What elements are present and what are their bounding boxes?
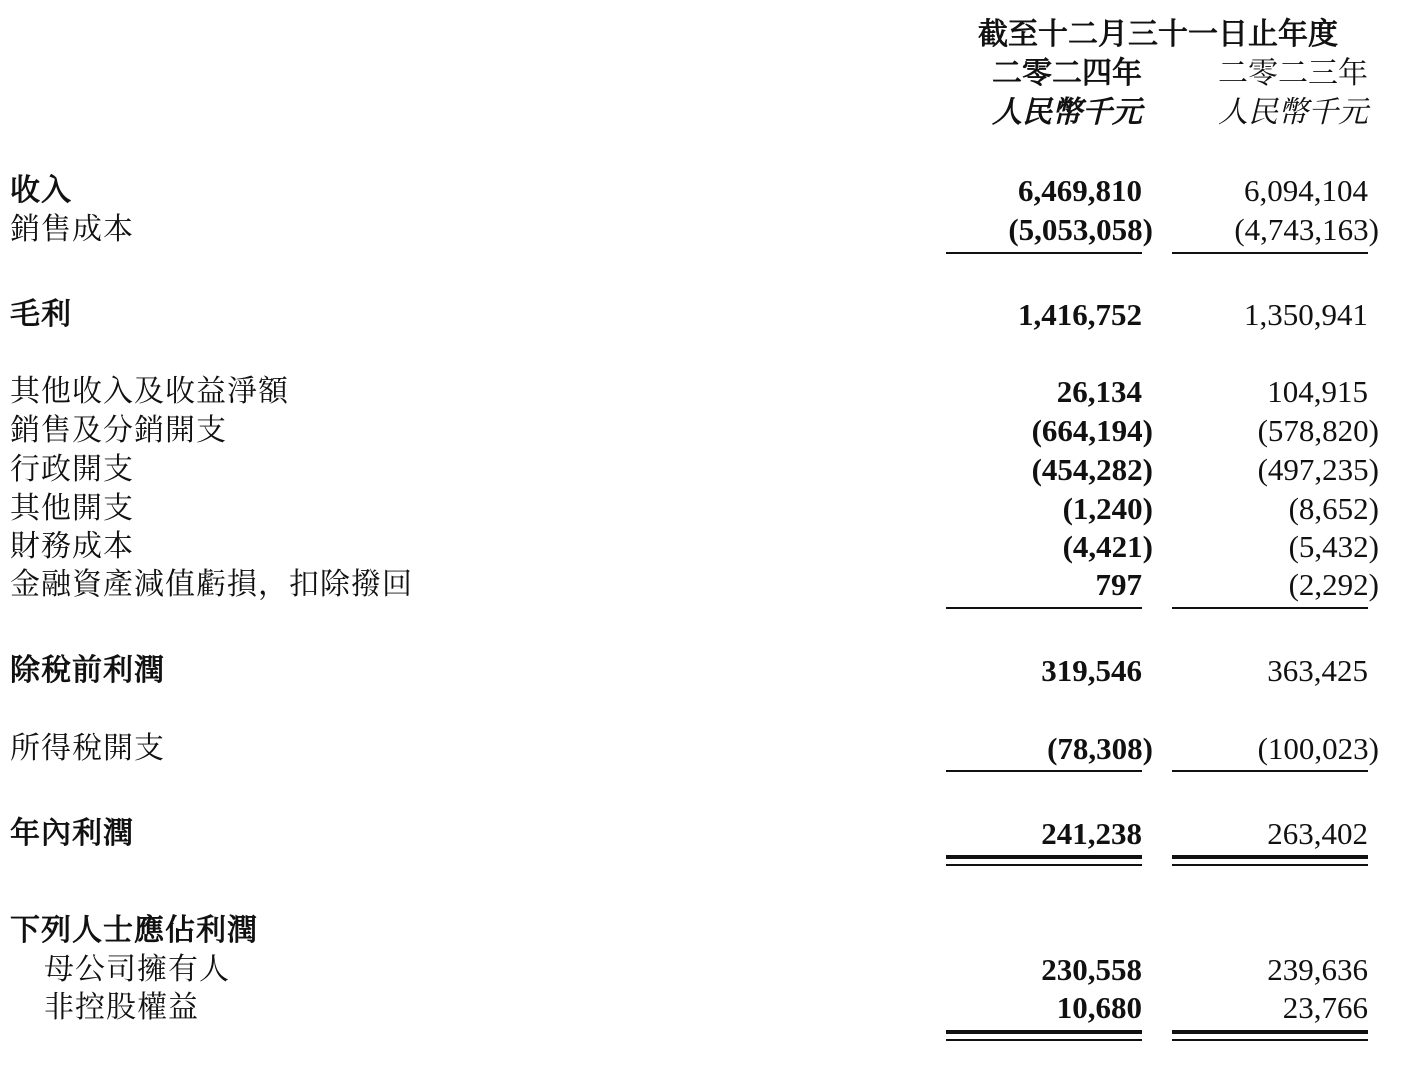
year-2023-heading: 二零二三年	[1218, 56, 1368, 91]
row-label: 銷售成本	[10, 212, 134, 247]
row-cost-of-sales	[0, 211, 1412, 249]
subtotal-rule-2023	[1172, 607, 1368, 609]
value-2023: (4,743,163)	[1234, 212, 1379, 247]
value-2024: 26,134	[1056, 374, 1142, 409]
row-admin-expenses	[0, 451, 1412, 489]
row-label: 非控股權益	[44, 990, 199, 1025]
value-2023: 6,094,104	[1244, 173, 1368, 208]
row-impairment	[0, 566, 1412, 604]
subtotal-rule-2023	[1172, 252, 1368, 254]
row-label: 母公司擁有人	[44, 952, 230, 987]
value-2023: (578,820)	[1257, 413, 1379, 448]
period-heading: 截至十二月三十一日止年度	[978, 17, 1338, 52]
row-label: 收入	[10, 173, 72, 208]
subtotal-rule-2024	[946, 770, 1142, 772]
unit-2023-heading: 人民幣千元	[1218, 95, 1368, 130]
value-2023: 23,766	[1282, 990, 1368, 1025]
total-double-rule-top-2024	[946, 1030, 1142, 1034]
value-2024: 797	[1095, 567, 1142, 602]
value-2024: 6,469,810	[1018, 173, 1142, 208]
value-2024: (664,194)	[1031, 413, 1153, 448]
row-other-income	[0, 373, 1412, 411]
subtotal-rule-2023	[1172, 770, 1368, 772]
value-2023: 363,425	[1267, 653, 1368, 688]
value-2023: (100,023)	[1257, 731, 1379, 766]
value-2024: 319,546	[1041, 653, 1142, 688]
total-double-rule-top-2024	[946, 855, 1142, 859]
value-2023: 239,636	[1267, 952, 1368, 987]
row-label: 其他開支	[10, 491, 134, 526]
value-2023: 263,402	[1267, 816, 1368, 851]
row-label: 下列人士應佔利潤	[10, 913, 258, 948]
row-label: 銷售及分銷開支	[10, 413, 227, 448]
row-label: 除稅前利潤	[10, 653, 165, 688]
value-2024: (1,240)	[1062, 491, 1153, 526]
row-label: 所得稅開支	[10, 731, 165, 766]
row-revenue	[0, 172, 1412, 210]
row-label: 行政開支	[10, 452, 134, 487]
value-2024: (4,421)	[1062, 529, 1153, 564]
value-2024: 230,558	[1041, 952, 1142, 987]
subtotal-rule-2024	[946, 252, 1142, 254]
value-2023: (5,432)	[1288, 529, 1379, 564]
unit-2024-heading: 人民幣千元	[992, 95, 1142, 130]
row-owners-of-parent	[0, 951, 1412, 989]
row-attributable-to	[0, 912, 1412, 950]
value-2024: 241,238	[1041, 816, 1142, 851]
value-2023: 104,915	[1267, 374, 1368, 409]
total-double-rule-bottom-2023	[1172, 1039, 1368, 1041]
row-label: 其他收入及收益淨額	[10, 374, 289, 409]
row-gross-profit	[0, 296, 1412, 334]
value-2024: 1,416,752	[1018, 297, 1142, 332]
value-2024: (5,053,058)	[1008, 212, 1153, 247]
row-label: 毛利	[10, 297, 72, 332]
value-2023: 1,350,941	[1244, 297, 1368, 332]
total-double-rule-bottom-2024	[946, 1039, 1142, 1041]
total-double-rule-bottom-2024	[946, 864, 1142, 866]
value-2023: (497,235)	[1257, 452, 1379, 487]
year-2024-heading: 二零二四年	[992, 56, 1142, 91]
row-income-tax	[0, 730, 1412, 768]
value-2024: (454,282)	[1031, 452, 1153, 487]
row-label: 金融資產減值虧損，扣除撥回	[10, 567, 413, 602]
row-selling-expenses	[0, 412, 1412, 450]
row-non-controlling-interests	[0, 989, 1412, 1027]
total-double-rule-top-2023	[1172, 855, 1368, 859]
row-label: 年內利潤	[10, 816, 134, 851]
row-label: 財務成本	[10, 529, 134, 564]
total-double-rule-bottom-2023	[1172, 864, 1368, 866]
subtotal-rule-2024	[946, 607, 1142, 609]
value-2023: (8,652)	[1288, 491, 1379, 526]
value-2023: (2,292)	[1288, 567, 1379, 602]
row-other-expenses	[0, 490, 1412, 528]
row-profit-for-year	[0, 815, 1412, 853]
value-2024: 10,680	[1056, 990, 1142, 1025]
row-profit-before-tax	[0, 652, 1412, 690]
total-double-rule-top-2023	[1172, 1030, 1368, 1034]
value-2024: (78,308)	[1047, 731, 1153, 766]
row-finance-costs	[0, 528, 1412, 566]
